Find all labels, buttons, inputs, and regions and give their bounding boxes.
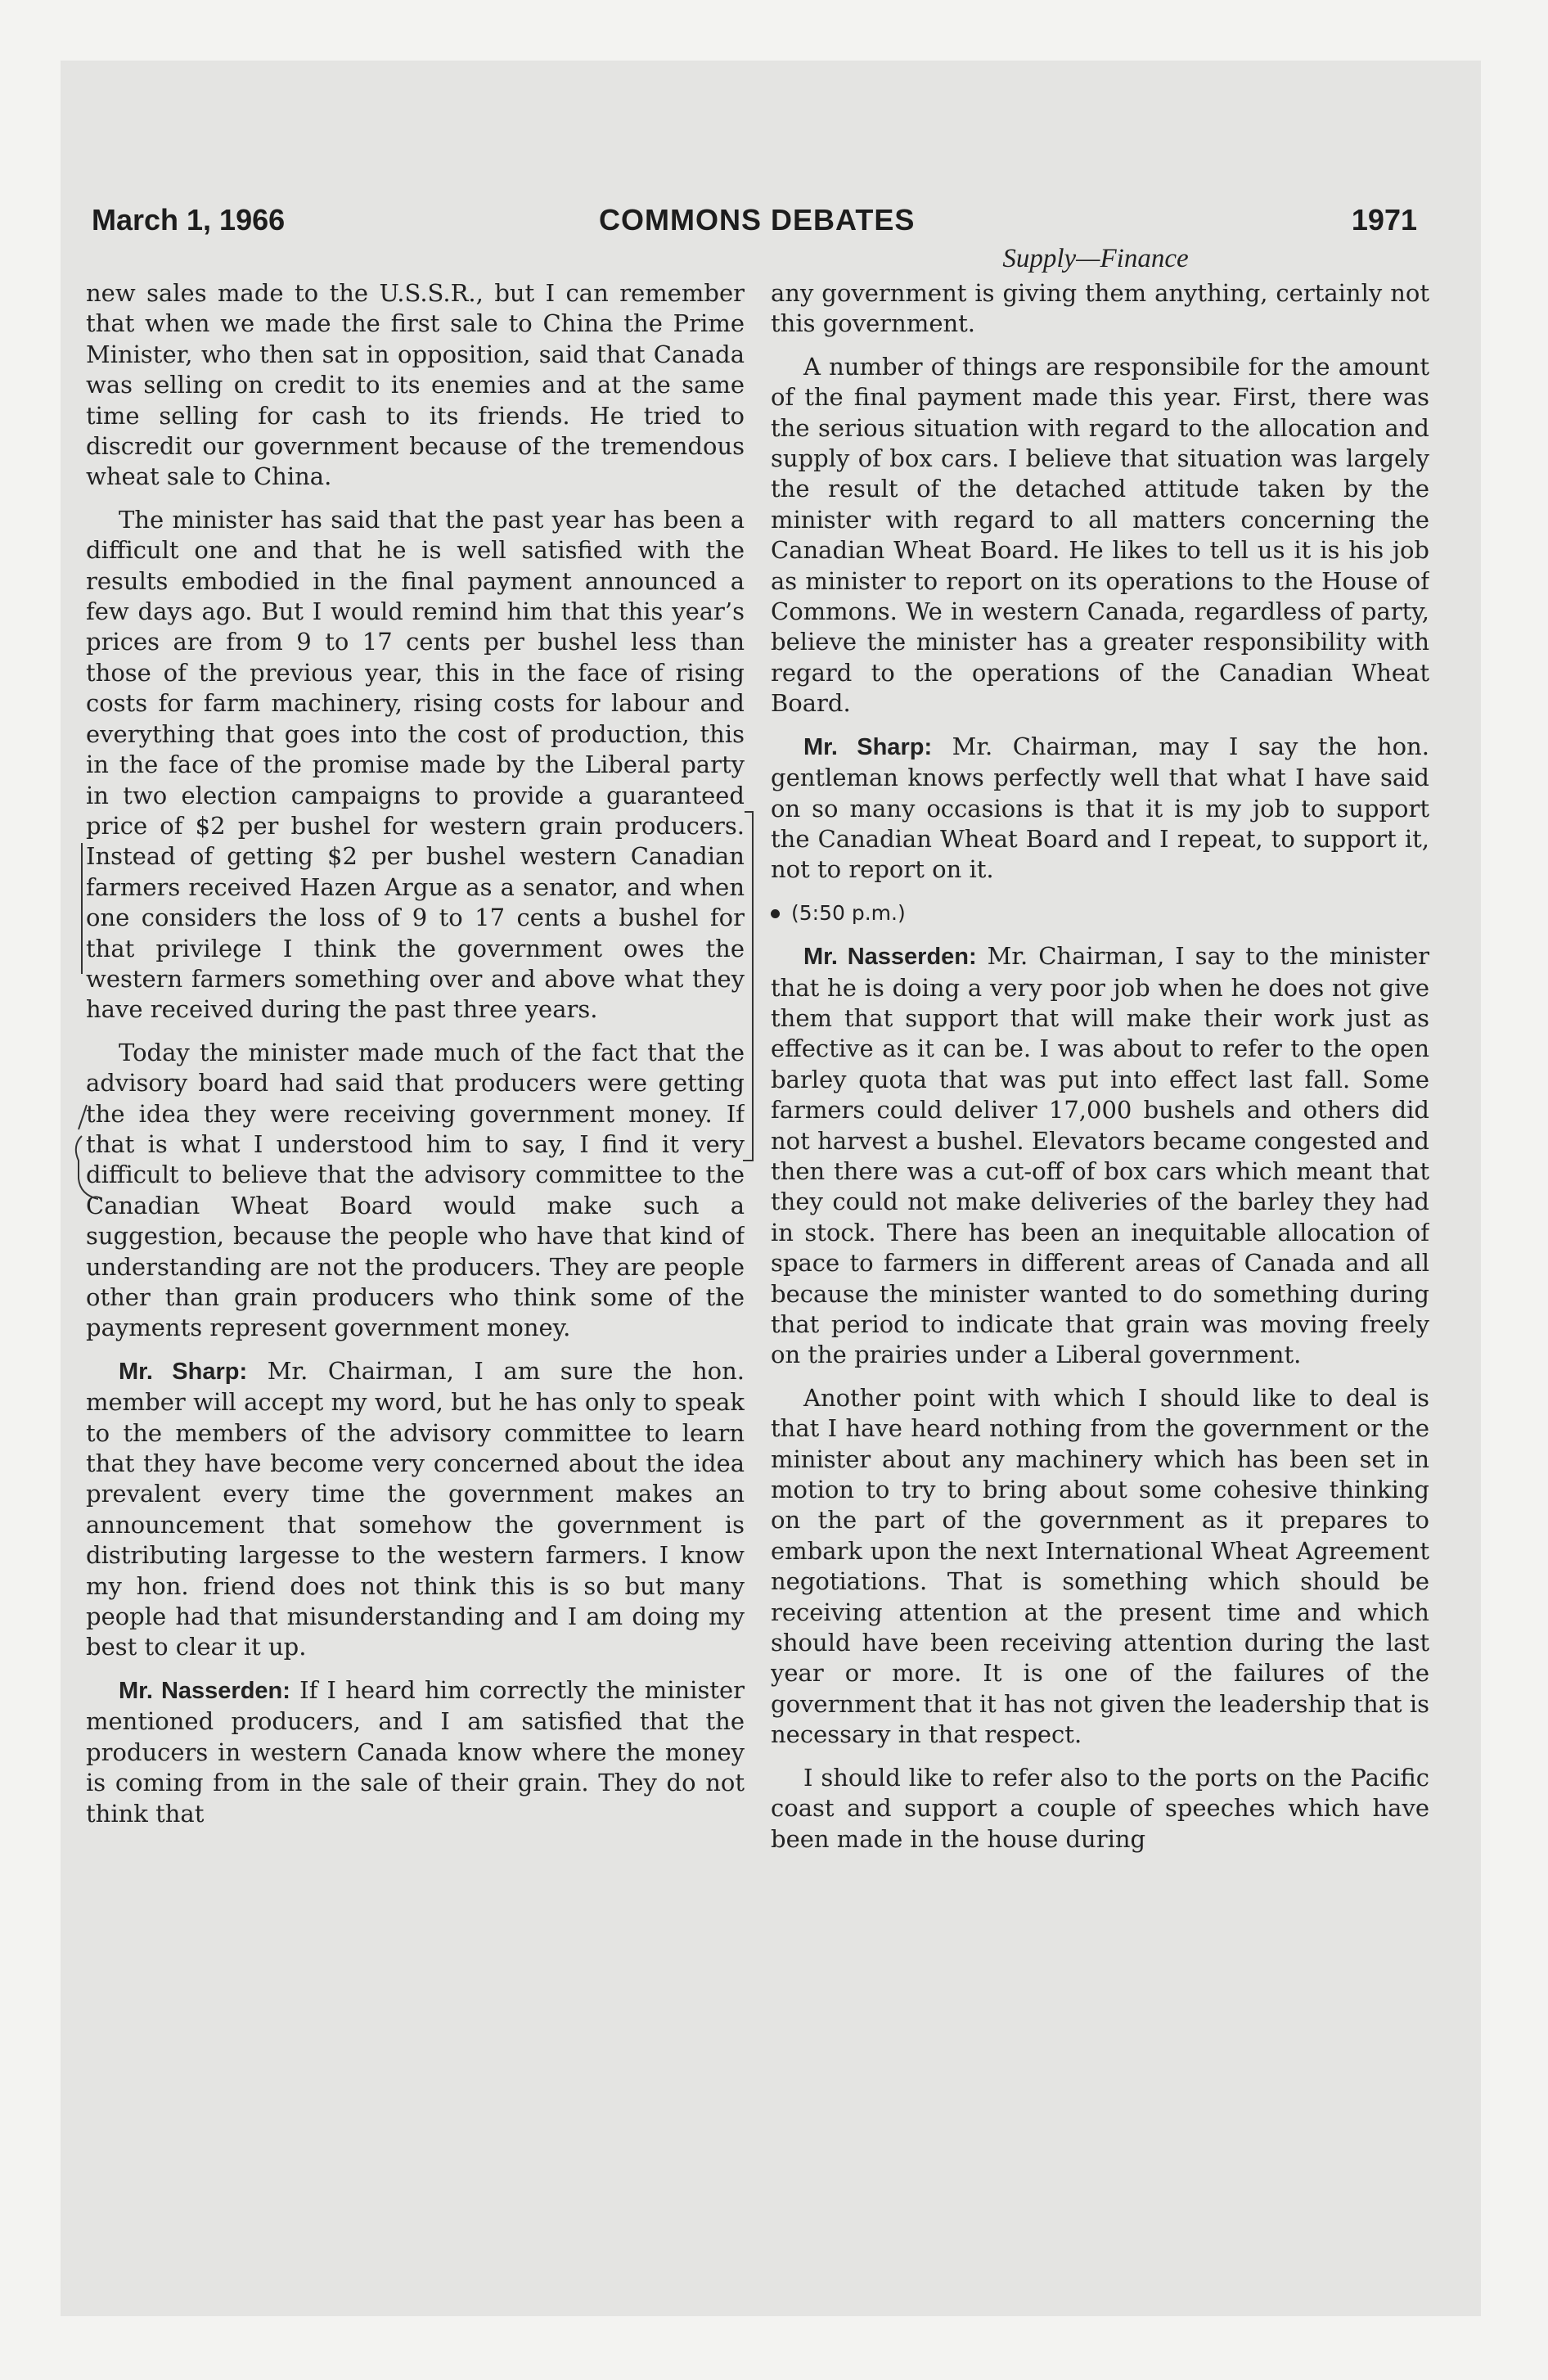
paragraph-text: If I heard him correctly the minister mentioned producers, and I am satisfied that the producers in western Canada know where the money is coming from in the sale of their grain. They do not think that: [86, 1675, 745, 1828]
header-date: March 1, 1966: [92, 203, 286, 237]
left-column: [86, 278, 745, 2120]
speech-paragraph: [771, 732, 1429, 886]
speaker-name: Mr. Nasserden:: [119, 1677, 290, 1704]
header-page-number: 1971: [1351, 203, 1417, 237]
bullet-icon: [771, 909, 780, 918]
paragraph-text: The minister has said that the past year has been a difficult one and that he is well satisfied with the results embodied in the final payment announced a few days ago. But I would remind him that this year’s prices are from 9 to 17 cents per bushel less than those of the previous year, this in the face of rising costs for farm machinery, rising costs for labour and everything that goes into the cost of production, this in the face of the promise made by the Liberal party in two election campaigns to provide a guaranteed price of $2 per bushel for western grain producers. Instead of getting $2 per bushel western Canadian farmers received Hazen Argue as a senator, and when one considers the loss of 9 to 17 cents a bushel for that privilege I think the government owes the western farmers something over and above what they have received during the past three years.: [86, 505, 745, 1024]
right-column: [771, 278, 1429, 2120]
paragraph: [771, 1383, 1429, 1751]
speaker-name: Mr. Nasserden:: [803, 944, 977, 971]
paragraph-text: Mr. Chairman, I say to the minister that he is doing a very poor job when he does not give them that support that will make their work just as effective as it can be. I was about to refer to the open barley quota that was put into effect last fall. Some farmers could deliver 17,000 bushels and others did not harvest a bushel. Elevators became congested and then there was a cut-off of box cars which meant that they could not make deliveries of the barley they had in stock. There has been an inequitable allocation of space to farmers in different areas of Canada and all because the minister wanted to do something during that period to indicate that grain was moving freely on the prairies under a Liberal government.: [771, 942, 1429, 1369]
speech-paragraph: [86, 1675, 745, 1829]
speech-paragraph: [771, 941, 1429, 1371]
paragraph: [86, 505, 745, 1025]
paragraph-text: new sales made to the U.S.S.R., but I can remember that when we made the first sale to China the Prime Minister, who then sat in opposition, said that Canada was selling on credit to its enemies and at the same time selling for cash to its friends. He tried to discredit our government because of the tremendous wheat sale to China.: [86, 279, 745, 491]
timestamp-text: (5:50 p.m.): [791, 900, 906, 925]
paragraph-text: any government is giving them anything, certainly not this government.: [771, 279, 1429, 338]
paragraph-text: Mr. Chairman, may I say the hon. gentleman knows perfectly well that what I have said on so many occasions is that it is my job to support the Canadian Wheat Board and I repeat, to support it, not to report on it.: [771, 732, 1429, 884]
speaker-name: Mr. Sharp:: [803, 733, 933, 760]
paragraph-text: Another point with which I should like to deal is that I have heard nothing from the government or the minister about any machinery which has been set in motion to try to bring about some cohesive thinking on the part of the government as it prepares to embark upon the next International Wheat Agreement negotiations. That is something which should be receiving attention at the present time and which should have been receiving attention during the last year or more. It is one of the failures of the government that it has not given the leadership that is necessary in that respect.: [771, 1383, 1429, 1749]
paragraph: [771, 352, 1429, 719]
paragraph: [86, 1038, 745, 1344]
paragraph: [771, 1763, 1429, 1855]
section-subheading: Supply—Finance: [1002, 244, 1189, 273]
timestamp: [771, 898, 1429, 928]
paragraph-text: A number of things are responsibile for the amount of the final payment made this year. First, there was the serious situation with regard to the allocation and supply of box cars. I believe that situation was largely the result of the detached attitude taken by the minister with regard to all matters concerning the Canadian Wheat Board. He likes to tell us it is his job as minister to report on its operations to the House of Commons. We in western Canada, regardless of party, believe the minister has a greater responsibility with regard to the operations of the Canadian Wheat Board.: [771, 352, 1429, 718]
paragraph-text: Mr. Chairman, I am sure the hon. member will accept my word, but he has only to speak to the members of the advisory committee to learn that they have become very concerned about the idea prevalent every time the government makes an announcement that somehow the government is distributing largesse to the western farmers. I know my hon. friend does not think this is so but many people had that misunderstanding and I am doing my best to clear it up.: [86, 1356, 745, 1661]
speech-paragraph: [86, 1356, 745, 1663]
page-header: [92, 203, 1417, 244]
paragraph-text: Today the minister made much of the fact that the advisory board had said that producers were getting the idea they were receiving government money. If that is what I understood him to say, I find it very difficult to believe that the advisory committee to the Canadian Wheat Board would make such a suggestion, because the people who have that kind of understanding are not the producers. They are people other than grain producers who think some of the payments represent government money.: [86, 1038, 745, 1342]
speaker-name: Mr. Sharp:: [119, 1358, 248, 1385]
header-title: COMMONS DEBATES: [599, 203, 916, 237]
paragraph: [86, 278, 745, 493]
paragraph-text: I should like to refer also to the ports on the Pacific coast and support a couple of speeches which have been made in the house during: [771, 1763, 1429, 1853]
paragraph: [771, 278, 1429, 340]
